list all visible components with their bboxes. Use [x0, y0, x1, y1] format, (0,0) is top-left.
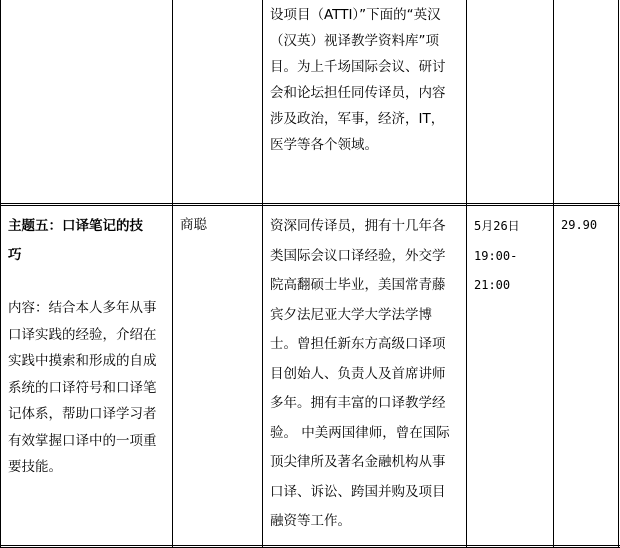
content-line: 系统的口译符号和口译笔	[8, 379, 157, 396]
description-line: 涉及政治，军事，经济，IT，	[270, 111, 445, 127]
topic-title-line: 主题五：口译笔记的技	[8, 218, 143, 234]
bio-line: 多年。拥有丰富的口译教学经	[270, 395, 446, 411]
content-line: 记体系，帮助口译学习者	[8, 406, 157, 422]
description-line: 目。为上千场国际会议、研讨	[270, 59, 446, 75]
bio-line: 类国际会议口译经验，外交学	[270, 247, 446, 264]
content-line: 实践中摸索和形成的自成	[8, 353, 157, 369]
content-line: 内容：结合本人多年从事	[8, 300, 157, 316]
bio-line: 验。 中美两国律师，曾在国际	[270, 424, 450, 441]
topic-cell	[8, 212, 168, 481]
speaker-bio	[270, 212, 464, 537]
content-line: 有效掌握口译中的一项重	[8, 432, 157, 449]
topic-content	[8, 295, 168, 481]
bio-line: 资深同传译员，拥有十几年各	[270, 218, 446, 234]
time-line: 19:00-	[474, 248, 518, 263]
column-divider	[618, 0, 619, 548]
session-time	[474, 212, 520, 301]
column-divider	[466, 0, 467, 548]
row-divider	[0, 203, 620, 204]
bio-line: 院高翻硕士毕业，美国常青藤	[270, 277, 446, 293]
description-line: （汉英）视译教学资料库”项	[270, 33, 439, 49]
speaker-name: 商聪	[180, 217, 207, 233]
session-price: 29.90	[561, 218, 598, 232]
bio-line: 宾夕法尼亚大学大学法学博	[270, 306, 432, 323]
prev-row-description	[270, 2, 460, 158]
bio-line: 口译、诉讼、跨国并购及项目	[270, 483, 446, 500]
bio-line: 顶尖律所及著名金融机构从事	[270, 454, 446, 470]
time-line: 5月26日	[474, 219, 520, 233]
row-divider	[0, 205, 620, 206]
topic-title	[8, 212, 168, 270]
content-line: 口译实践的经验，介绍在	[8, 326, 157, 343]
description-line: 会和论坛担任同传译员，内容	[270, 85, 446, 101]
column-divider	[0, 0, 1, 548]
content-line: 要技能。	[8, 459, 62, 475]
column-divider	[262, 0, 263, 548]
bio-line: 融资等工作。	[270, 513, 351, 529]
row-divider	[0, 545, 620, 546]
description-line: 医学等各个领域。	[270, 137, 378, 153]
bio-line: 目创始人、负责人及首席讲师	[270, 365, 446, 382]
column-divider	[553, 0, 554, 548]
column-divider	[172, 0, 173, 548]
description-line: 设项目（ATTI）”下面的“英汉	[270, 7, 441, 23]
topic-title-line: 巧	[8, 247, 22, 263]
time-line: 21:00	[474, 278, 511, 292]
bio-line: 士。曾担任新东方高级口译项	[270, 336, 446, 352]
